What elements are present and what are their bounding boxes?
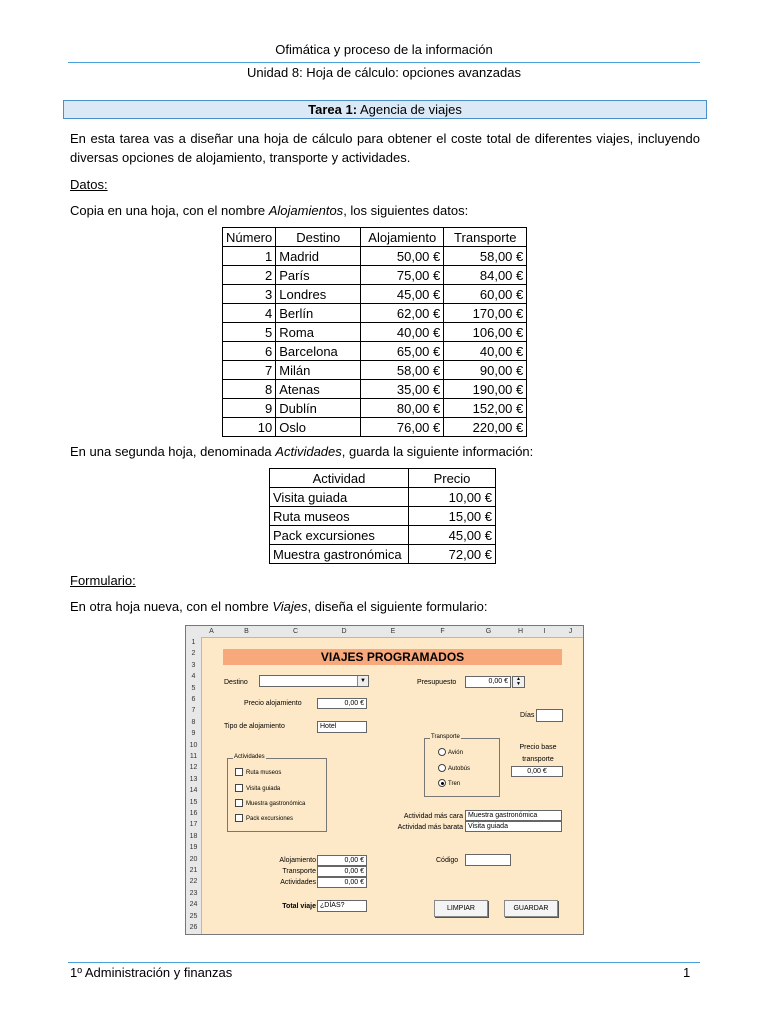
dias-label: Días xyxy=(520,712,535,719)
column-header: A xyxy=(209,628,214,635)
row-header: 13 xyxy=(189,775,198,783)
alojamiento-label: Alojamiento xyxy=(279,857,316,864)
row-header: 3 xyxy=(191,661,196,669)
column-header: F xyxy=(440,628,445,635)
column-header: B xyxy=(244,628,249,635)
dropdown-arrow-icon[interactable]: ▼ xyxy=(357,676,368,686)
header-subtitle: Unidad 8: Hoja de cálculo: opciones avanzadas xyxy=(247,65,521,80)
third-text-name: Viajes xyxy=(272,599,308,614)
table2-header-cell: Actividad xyxy=(270,469,409,488)
precio-alojamiento-value: 0,00 € xyxy=(317,698,367,709)
checkbox-visita-guiada-label: Visita guiada xyxy=(246,785,281,792)
footer-rule xyxy=(68,962,700,963)
spin-down-icon[interactable]: ▼ xyxy=(516,681,521,687)
transporte-label: Transporte xyxy=(282,868,316,875)
table1-header-cell: Alojamiento xyxy=(361,228,444,247)
destino-select[interactable] xyxy=(259,675,369,687)
row-header: 21 xyxy=(189,867,198,874)
table1-cell: Milán xyxy=(276,361,361,380)
table1-cell: 190,00 € xyxy=(444,380,527,399)
table1-cell: 220,00 € xyxy=(444,418,527,437)
column-header: H xyxy=(517,628,524,635)
table1-cell: 76,00 € xyxy=(361,418,444,437)
destino-label: Destino xyxy=(224,679,248,686)
radio-avion-label: Avión xyxy=(448,749,463,756)
row-header: 6 xyxy=(191,696,196,703)
radio-avion[interactable] xyxy=(438,748,463,756)
actividades-group xyxy=(227,754,327,832)
transporte-value: 0,00 € xyxy=(317,866,367,877)
table1-row xyxy=(223,266,527,285)
row-header: 22 xyxy=(189,878,198,886)
row-header: 24 xyxy=(189,901,198,909)
table1-header-cell: Destino xyxy=(276,228,361,247)
checkbox-pack-excursiones[interactable] xyxy=(235,814,293,822)
row-header: 25 xyxy=(189,912,198,920)
table1-cell: 170,00 € xyxy=(444,304,527,323)
radio-autobus[interactable] xyxy=(438,764,470,772)
formulario-heading: Formulario: xyxy=(70,573,136,588)
table1-row xyxy=(223,304,527,323)
row-header: 7 xyxy=(191,707,196,715)
table1-cell: Oslo xyxy=(276,418,361,437)
copy-text-before: Copia en una hoja, con el nombre xyxy=(70,203,269,218)
row-header: 11 xyxy=(189,753,198,760)
row-header: 19 xyxy=(189,844,198,852)
tipo-alojamiento-label: Tipo de alojamiento xyxy=(224,723,285,730)
task-title-box xyxy=(63,100,707,119)
table1-cell: 40,00 € xyxy=(361,323,444,342)
row-header: 9 xyxy=(191,730,196,738)
total-viaje-value: ¿DÍAS? xyxy=(317,900,367,912)
table1-row xyxy=(223,247,527,266)
presupuesto-input[interactable]: 0,00 € xyxy=(465,676,511,688)
actividades-value: 0,00 € xyxy=(317,877,367,888)
table1-cell: Berlín xyxy=(276,304,361,323)
third-text-before: En otra hoja nueva, con el nombre xyxy=(70,599,273,614)
task-title: Agencia de viajes xyxy=(359,102,462,117)
codigo-input[interactable] xyxy=(465,854,511,866)
table1-cell: 8 xyxy=(223,380,276,399)
table1-cell: Roma xyxy=(276,323,361,342)
table1-cell: 90,00 € xyxy=(444,361,527,380)
column-header: J xyxy=(568,628,573,635)
actividad-mas-barata-label: Actividad más barata xyxy=(397,824,463,831)
task-label: Tarea 1: xyxy=(308,102,358,117)
table1-cell: 84,00 € xyxy=(444,266,527,285)
table2-row xyxy=(270,545,496,564)
table1-cell: Dublín xyxy=(276,399,361,418)
row-header: 20 xyxy=(189,855,198,863)
row-header: 12 xyxy=(189,764,198,772)
table1-row xyxy=(223,399,527,418)
table1-cell: 5 xyxy=(223,323,276,342)
spin-up-icon[interactable]: ▲ xyxy=(516,676,521,682)
second-instruction xyxy=(70,442,700,461)
table2-cell: Ruta museos xyxy=(270,507,409,526)
table1-cell: 7 xyxy=(223,361,276,380)
table1-row xyxy=(223,323,527,342)
copy-text-after: , los siguientes datos: xyxy=(343,203,469,218)
checkbox-muestra-gastronomica[interactable] xyxy=(235,799,305,807)
row-header: 2 xyxy=(191,650,196,658)
row-header: 26 xyxy=(189,924,198,931)
table1-row xyxy=(223,418,527,437)
alojamiento-value: 0,00 € xyxy=(317,855,367,866)
table1-cell: 65,00 € xyxy=(361,342,444,361)
column-header: E xyxy=(390,628,396,635)
table1-cell: 6 xyxy=(223,342,276,361)
table1-cell: 152,00 € xyxy=(444,399,527,418)
precio-base-label-2: transporte xyxy=(522,756,554,763)
table2-row xyxy=(270,507,496,526)
row-header: 23 xyxy=(189,889,198,897)
precio-base-value: 0,00 € xyxy=(511,766,563,777)
checkbox-muestra-gastronomica-label: Muestra gastronómica xyxy=(246,800,306,807)
guardar-button[interactable]: GUARDAR xyxy=(504,900,558,917)
footer-page-number: 1 xyxy=(683,965,691,980)
table1-cell: Barcelona xyxy=(276,342,361,361)
table1-header-cell: Transporte xyxy=(444,228,527,247)
table2-row xyxy=(270,488,496,507)
table1-cell: 1 xyxy=(223,247,276,266)
actividad-mas-barata-value: Visita guiada xyxy=(465,821,562,832)
table2-header-cell: Precio xyxy=(409,469,496,488)
table1-cell: 35,00 € xyxy=(361,380,444,399)
table2-cell: 72,00 € xyxy=(409,545,496,564)
row-header: 16 xyxy=(189,810,198,817)
column-header: G xyxy=(485,628,492,635)
table1-cell: 58,00 € xyxy=(361,361,444,380)
radio-autobus-label: Autobús xyxy=(448,765,471,772)
table2-cell: Visita guiada xyxy=(270,488,409,507)
total-viaje-label: Total viaje xyxy=(282,903,316,910)
table1-cell: 62,00 € xyxy=(361,304,444,323)
table1-row xyxy=(223,380,527,399)
table1-cell: 60,00 € xyxy=(444,285,527,304)
table1-cell: 4 xyxy=(223,304,276,323)
transporte-group-label: Transporte xyxy=(431,734,460,740)
header-title: Ofimática y proceso de la información xyxy=(275,42,493,57)
checkbox-visita-guiada[interactable] xyxy=(235,784,280,792)
table1-row xyxy=(223,361,527,380)
table1-cell: 40,00 € xyxy=(444,342,527,361)
column-header: I xyxy=(543,628,546,635)
viajes-form-sheet xyxy=(185,625,584,935)
column-header: C xyxy=(292,628,299,635)
second-text-before: En una segunda hoja, denominada xyxy=(70,444,276,459)
footer-course: 1º Administración y finanzas xyxy=(70,965,233,980)
table2-row xyxy=(270,526,496,545)
header-rule xyxy=(68,62,700,63)
table2-cell: 15,00 € xyxy=(409,507,496,526)
precio-alojamiento-label: Precio alojamiento xyxy=(244,700,302,707)
dias-input[interactable] xyxy=(536,709,563,722)
actividad-mas-cara-label: Actividad más cara xyxy=(403,813,463,820)
radio-tren[interactable] xyxy=(438,779,460,787)
form-title: VIAJES PROGRAMADOS xyxy=(320,650,465,664)
actividades-group-label: Actividades xyxy=(234,754,265,760)
actividades-label: Actividades xyxy=(280,879,316,886)
table1-cell: 106,00 € xyxy=(444,323,527,342)
row-header: 5 xyxy=(191,684,196,692)
checkbox-ruta-museos[interactable] xyxy=(235,768,281,776)
column-header: D xyxy=(341,628,347,635)
transporte-group xyxy=(424,734,500,797)
table2-cell: 10,00 € xyxy=(409,488,496,507)
radio-tren-label: Tren xyxy=(448,780,461,787)
codigo-label: Código xyxy=(436,857,459,864)
table1-cell: París xyxy=(276,266,361,285)
table1-cell: Atenas xyxy=(276,380,361,399)
table1-cell: 45,00 € xyxy=(361,285,444,304)
table1-cell: 10 xyxy=(223,418,276,437)
datos-heading: Datos: xyxy=(70,177,108,192)
actividad-mas-cara-value: Muestra gastronómica xyxy=(465,810,562,821)
alojamientos-table xyxy=(222,227,527,437)
row-header: 4 xyxy=(191,673,196,681)
table2-cell: Muestra gastronómica xyxy=(270,545,409,564)
presupuesto-label: Presupuesto xyxy=(417,679,457,686)
precio-base-label-1: Precio base xyxy=(519,744,557,751)
table1-cell: 58,00 € xyxy=(444,247,527,266)
checkbox-ruta-museos-label: Ruta museos xyxy=(246,769,282,776)
row-header: 14 xyxy=(189,787,198,795)
table1-cell: 50,00 € xyxy=(361,247,444,266)
row-header: 1 xyxy=(191,639,196,646)
copy-text-name: Alojamientos xyxy=(268,203,344,218)
presupuesto-spinner[interactable] xyxy=(512,676,525,688)
table1-row xyxy=(223,285,527,304)
row-header: 17 xyxy=(189,821,198,829)
checkbox-pack-excursiones-label: Pack excursiones xyxy=(246,815,294,822)
table2-cell: 45,00 € xyxy=(409,526,496,545)
table1-row xyxy=(223,342,527,361)
limpiar-button[interactable]: LIMPIAR xyxy=(434,900,488,917)
table1-cell: 80,00 € xyxy=(361,399,444,418)
row-header: 10 xyxy=(189,741,198,749)
row-header: 15 xyxy=(189,798,198,806)
second-text-name: Actividades xyxy=(275,444,342,459)
tipo-alojamiento-input[interactable]: Hotel xyxy=(317,721,367,733)
table1-cell: Madrid xyxy=(276,247,361,266)
row-header: 8 xyxy=(191,718,196,726)
second-text-after: , guarda la siguiente información: xyxy=(341,444,534,459)
table2-cell: Pack excursiones xyxy=(270,526,409,545)
table1-cell: Londres xyxy=(276,285,361,304)
copy-instruction xyxy=(70,201,700,220)
row-headers xyxy=(186,637,202,934)
third-instruction xyxy=(70,597,700,616)
table1-cell: 3 xyxy=(223,285,276,304)
actividades-table xyxy=(269,468,496,564)
row-header: 18 xyxy=(189,832,198,840)
third-text-after: , diseña el siguiente formulario: xyxy=(307,599,488,614)
intro-paragraph: En esta tarea vas a diseñar una hoja de cálculo para obtener el coste total de diferentes viajes, incluyendo diversas opciones de alojamiento, transporte y actividades. xyxy=(70,131,700,165)
table1-cell: 9 xyxy=(223,399,276,418)
table1-cell: 75,00 € xyxy=(361,266,444,285)
column-headers xyxy=(186,626,583,638)
table1-cell: 2 xyxy=(223,266,276,285)
table1-header-cell: Número xyxy=(223,228,276,247)
